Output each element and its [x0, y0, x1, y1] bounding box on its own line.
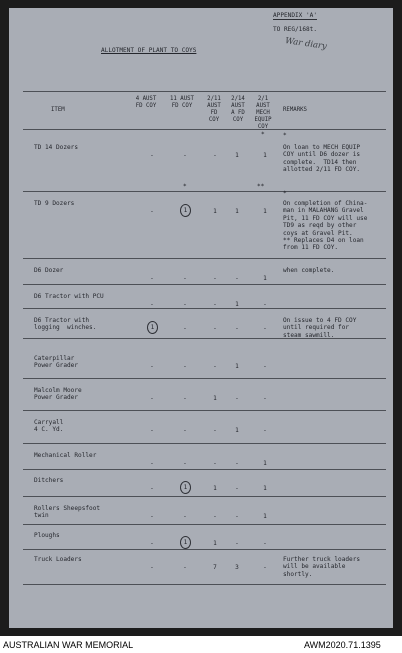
row-value: 1	[263, 513, 267, 520]
col-header-2-11-aust-fd-coy: 2/11 AUST FD COY	[207, 96, 221, 123]
row-value: -	[263, 395, 267, 402]
row-value: -	[213, 152, 217, 159]
row-value: -	[150, 363, 154, 370]
row-value: 1	[263, 485, 267, 492]
row-item-name: Malcolm Moore Power Grader	[34, 387, 82, 402]
row-value: -	[235, 395, 239, 402]
row-value-circled: 1	[180, 204, 191, 217]
row-value: 1	[235, 208, 239, 215]
appendix-underline	[273, 19, 317, 20]
row-value: 7	[213, 564, 217, 571]
row-remarks: On completion of China- man in MALAHANG Gravel Pit, 11 FD COY will use TD9 as reqd by other coys at Gravel Pit. ** Replaces D4 on loan from 11 FD COY.	[283, 200, 368, 252]
star-mark: *	[261, 131, 265, 138]
row-value: -	[150, 301, 154, 308]
row-value: 1	[235, 363, 239, 370]
row-remarks: when complete.	[283, 267, 335, 274]
row-value: -	[213, 460, 217, 467]
row-value: 1	[213, 540, 217, 547]
col-header-item: ITEM	[51, 107, 65, 113]
header-top-rule	[23, 91, 386, 92]
row-item-name: Mechanical Roller	[34, 452, 97, 459]
row-item-name: TD 14 Dozers	[34, 144, 79, 151]
row-value: -	[263, 540, 267, 547]
row-divider	[23, 338, 386, 339]
star-mark: *	[283, 190, 287, 197]
row-value: -	[150, 513, 154, 520]
row-divider	[23, 524, 386, 525]
row-divider	[23, 378, 386, 379]
row-item-name: Truck Loaders	[34, 556, 82, 563]
row-divider	[23, 469, 386, 470]
row-value: 1	[263, 152, 267, 159]
row-value: -	[235, 485, 239, 492]
row-divider	[23, 496, 386, 497]
document-page	[9, 8, 393, 628]
star-mark: *	[183, 183, 187, 190]
row-value: 1	[213, 208, 217, 215]
row-value: -	[150, 152, 154, 159]
row-value: 1	[263, 275, 267, 282]
col-header-2-14-aust-a-fd-coy: 2/14 AUST A FD COY	[231, 96, 245, 123]
row-value: -	[150, 395, 154, 402]
row-divider	[23, 443, 386, 444]
row-value: -	[183, 363, 187, 370]
row-item-name: Caterpillar Power Grader	[34, 355, 79, 370]
row-value-circled: 1	[180, 536, 191, 549]
double-star-mark: **	[257, 183, 265, 190]
row-item-name: Ditchers	[34, 477, 64, 484]
row-value: -	[235, 540, 239, 547]
row-value: -	[150, 564, 154, 571]
row-value: -	[150, 460, 154, 467]
row-value: -	[183, 275, 187, 282]
row-divider	[23, 308, 386, 309]
row-value: 1	[263, 208, 267, 215]
row-divider	[23, 410, 386, 411]
row-value: -	[213, 301, 217, 308]
row-item-name: TD 9 Dozers	[34, 200, 75, 207]
row-value: -	[235, 325, 239, 332]
row-value: -	[183, 395, 187, 402]
handwritten-note: War diary	[284, 36, 328, 52]
row-value: -	[150, 208, 154, 215]
appendix-heading: APPENDIX 'A'	[273, 12, 318, 19]
row-value: -	[263, 363, 267, 370]
row-value: 3	[235, 564, 239, 571]
row-value: 1	[213, 485, 217, 492]
row-value: -	[213, 513, 217, 520]
row-item-name: Ploughs	[34, 532, 60, 539]
row-value: -	[150, 485, 154, 492]
row-divider	[23, 258, 386, 259]
row-divider	[23, 191, 386, 192]
document-title: ALLOTMENT OF PLANT TO COYS	[101, 47, 197, 54]
row-remarks: On issue to 4 FD COY until required for steam sawmill.	[283, 317, 357, 339]
row-value: -	[263, 325, 267, 332]
row-divider	[23, 284, 386, 285]
row-value: -	[235, 513, 239, 520]
row-value: -	[150, 275, 154, 282]
footer-institution: AUSTRALIAN WAR MEMORIAL	[3, 640, 134, 650]
row-value: 1	[213, 395, 217, 402]
row-value: -	[183, 427, 187, 434]
row-value: -	[213, 325, 217, 332]
row-value: -	[183, 513, 187, 520]
col-header-4-aust-fd-coy: 4 AUST FD COY	[135, 96, 157, 109]
row-value: -	[263, 427, 267, 434]
row-value: -	[235, 460, 239, 467]
row-item-name: Rollers Sheepsfoot twin	[34, 505, 101, 520]
row-value: -	[213, 363, 217, 370]
row-value: 1	[235, 152, 239, 159]
row-value: -	[213, 427, 217, 434]
row-item-name: D6 Tractor with logging winches.	[34, 317, 97, 332]
col-header-11-aust-fd-coy: 11 AUST FD COY	[170, 96, 194, 109]
footer-accession-number: AWM2020.71.1395	[304, 640, 381, 650]
row-divider	[23, 584, 386, 585]
row-value: -	[235, 275, 239, 282]
row-value: -	[183, 301, 187, 308]
header-bottom-rule	[23, 129, 386, 130]
row-value: -	[150, 540, 154, 547]
row-value: -	[183, 460, 187, 467]
row-value: -	[183, 152, 187, 159]
row-value: -	[183, 564, 187, 571]
row-value: 1	[235, 427, 239, 434]
row-remarks: Further truck loaders will be available shortly.	[283, 556, 361, 578]
row-value: -	[213, 275, 217, 282]
col-header-2-1-aust-mech-equip-coy: 2/1 AUST MECH EQUIP COY	[254, 96, 272, 130]
row-value: 1	[263, 460, 267, 467]
row-item-name: D6 Tractor with PCU	[34, 293, 104, 300]
row-item-name: Carryall 4 C. Yd.	[34, 419, 64, 434]
row-value: -	[263, 301, 267, 308]
row-value-circled: 1	[180, 481, 191, 494]
row-value-circled: 1	[147, 321, 158, 334]
reference-number: TO REG/168t.	[273, 26, 318, 33]
row-remarks: On loan to MECH EQUIP COY until D6 dozer is complete. TD14 then allotted 2/11 FD COY.	[283, 144, 361, 174]
row-item-name: D6 Dozer	[34, 267, 64, 274]
row-divider	[23, 549, 386, 550]
star-mark: *	[283, 132, 287, 139]
row-value: -	[183, 325, 187, 332]
row-value: 1	[235, 301, 239, 308]
row-value: -	[263, 564, 267, 571]
row-value: -	[150, 427, 154, 434]
col-header-remarks: REMARKS	[283, 107, 307, 113]
